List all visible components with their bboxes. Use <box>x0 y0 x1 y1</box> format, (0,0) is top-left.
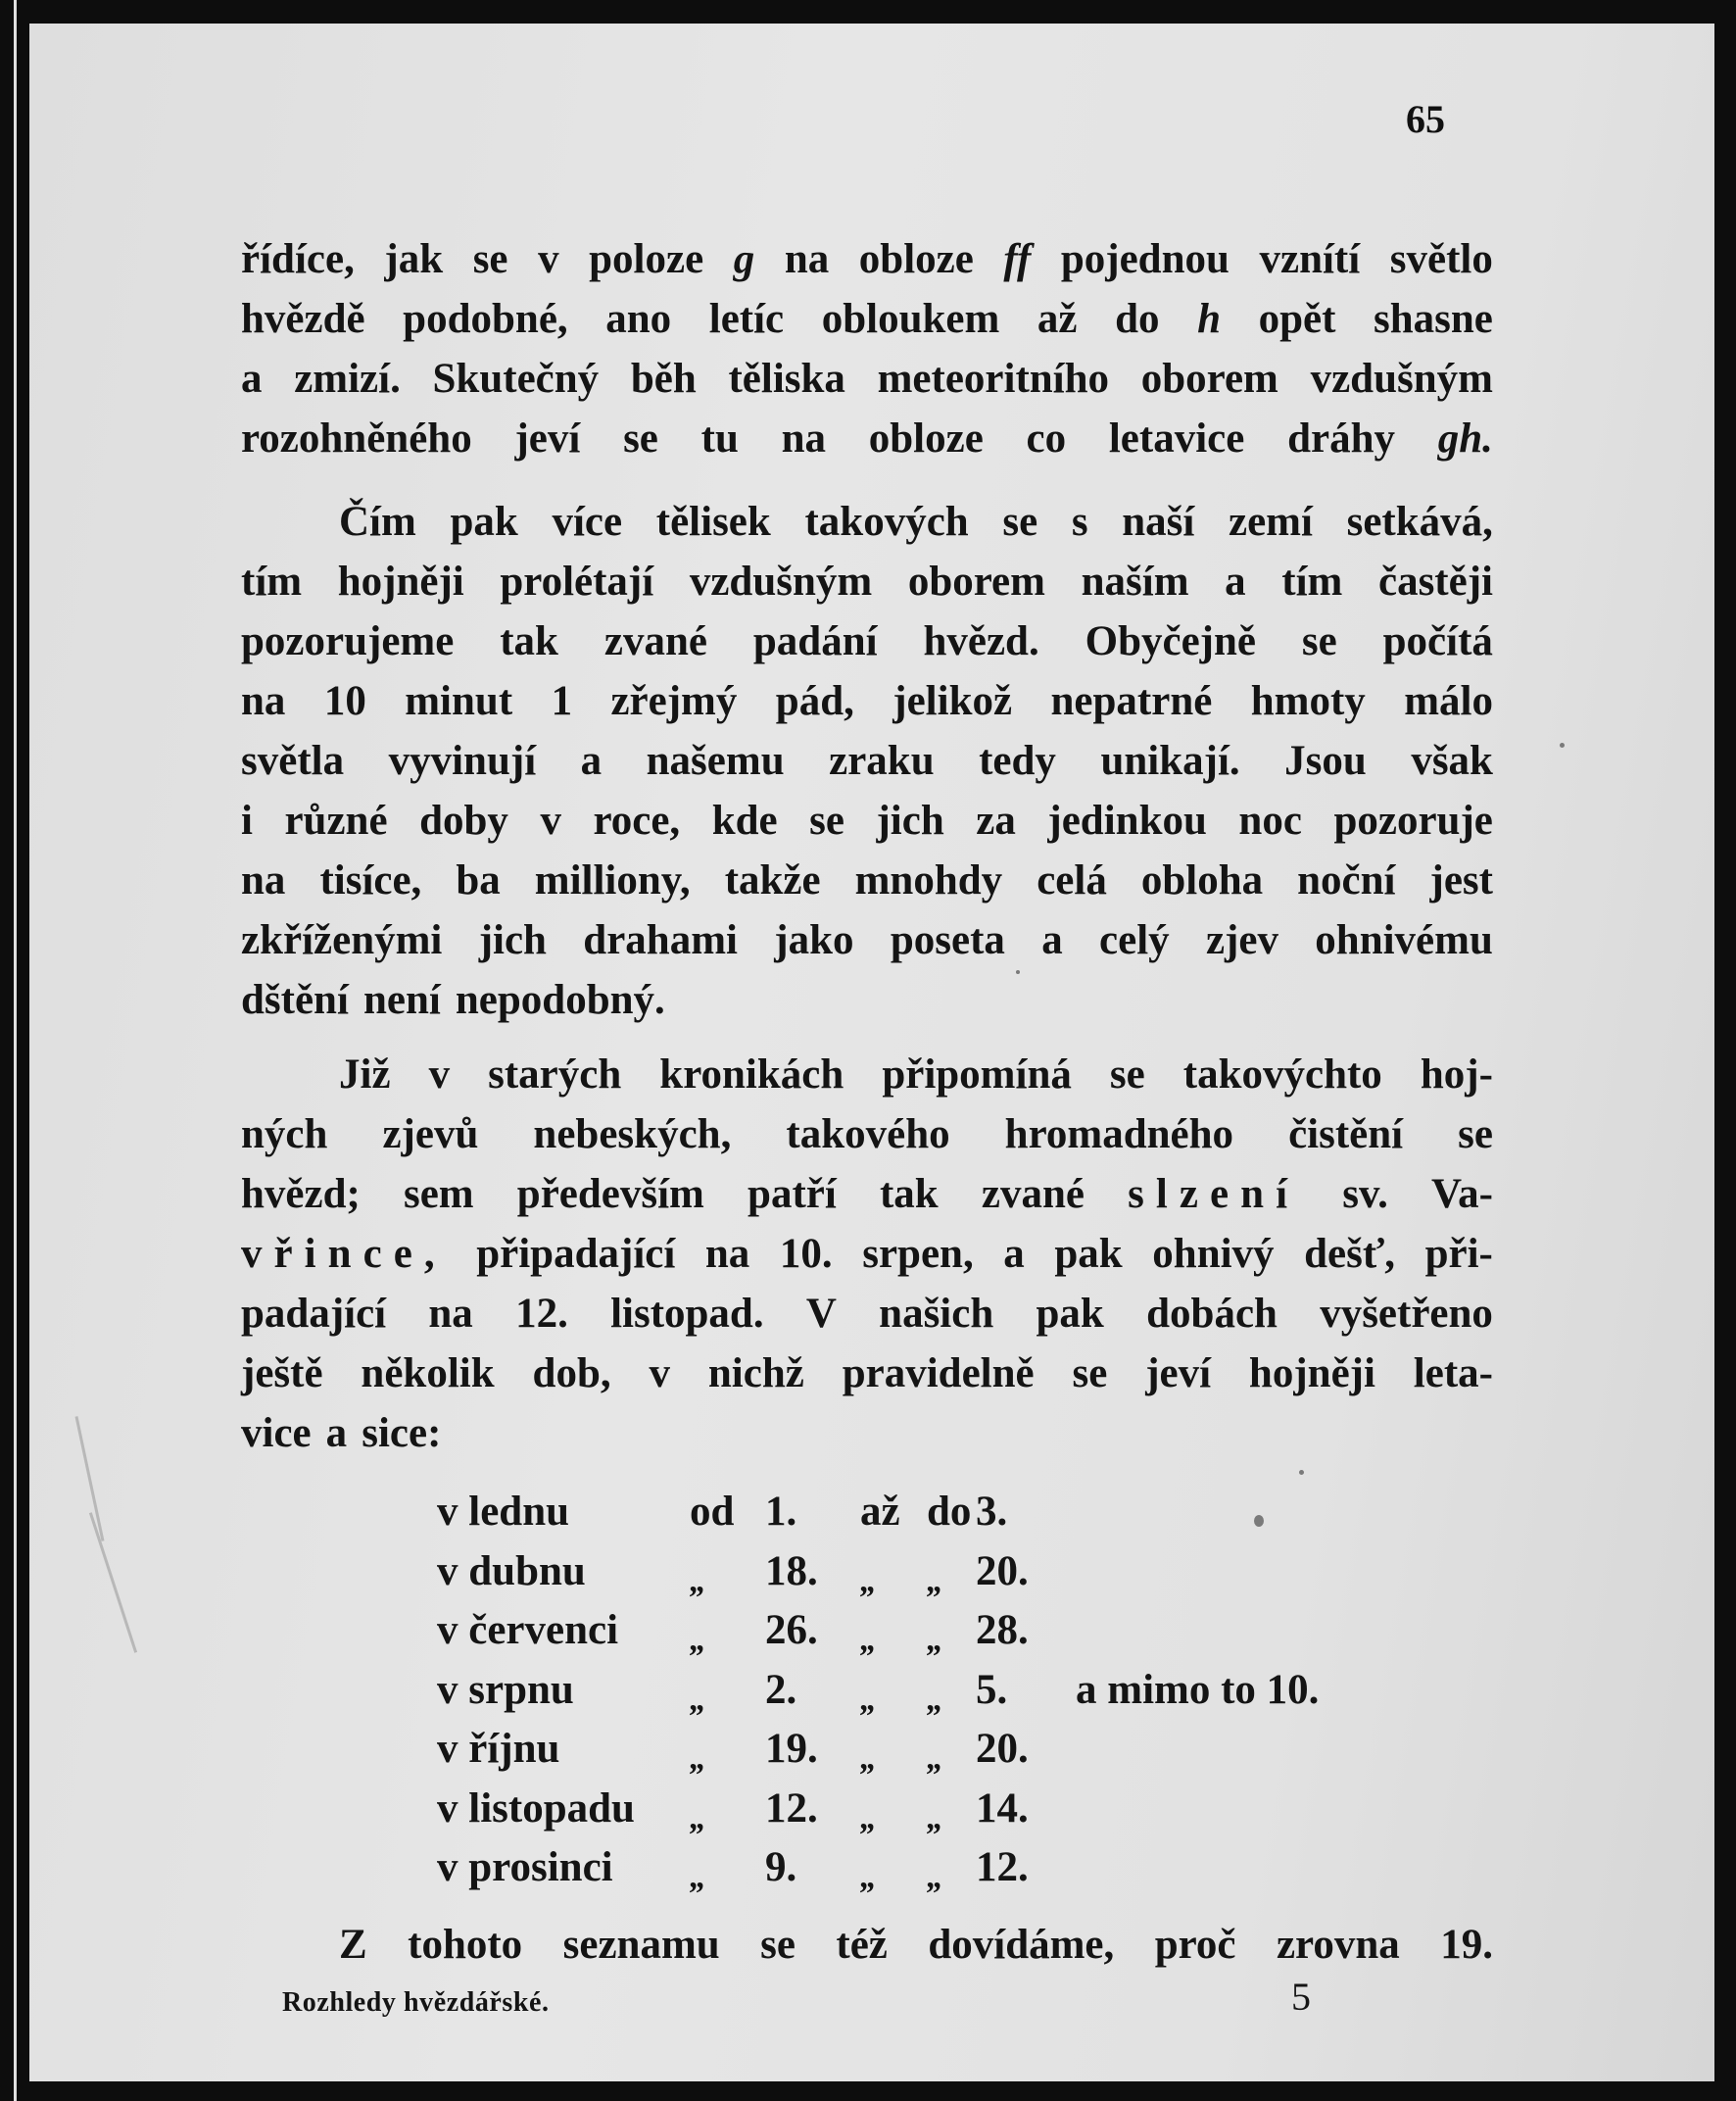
word: a <box>1225 559 1246 605</box>
word: shasne <box>1373 296 1493 342</box>
word: hvězd; <box>241 1171 361 1217</box>
word: pozoruje <box>1333 798 1493 844</box>
table-cell-sep2: „ <box>860 1681 877 1718</box>
word: zmizí. <box>294 356 401 402</box>
word: celá <box>1037 857 1107 904</box>
table-cell-from: 18. <box>765 1547 818 1594</box>
word: zjev <box>1205 917 1278 963</box>
word: 10 <box>323 678 366 724</box>
word: 19. <box>1440 1922 1493 1968</box>
text-line <box>339 1915 1493 1975</box>
word: zřejmý <box>610 678 738 724</box>
word: do <box>1115 296 1160 342</box>
word: minut <box>405 678 513 724</box>
word: ještě <box>241 1350 323 1396</box>
table-cell-sep2: „ <box>860 1622 877 1658</box>
word: i <box>241 798 253 844</box>
word: jich <box>876 798 944 844</box>
word: leta- <box>1413 1350 1493 1396</box>
word: v <box>649 1350 670 1396</box>
word: patří <box>747 1171 837 1217</box>
word: se <box>472 236 508 282</box>
word: podobné, <box>403 296 568 342</box>
table-cell-from: 9. <box>765 1844 797 1890</box>
word: různé <box>284 798 388 844</box>
table-cell-sep3: „ <box>927 1562 943 1599</box>
table-cell-month: v listopadu <box>437 1784 635 1832</box>
table-cell-sep2: „ <box>860 1859 877 1895</box>
word: světlo <box>1389 236 1493 282</box>
table-cell-month: v říjnu <box>437 1726 560 1772</box>
word: našich <box>879 1291 994 1337</box>
word: počítá <box>1382 618 1493 664</box>
word: vznítí <box>1259 236 1361 282</box>
text-line <box>241 1344 1493 1403</box>
word: se <box>809 798 844 844</box>
word: proč <box>1154 1922 1236 1968</box>
word: zvané <box>981 1171 1085 1217</box>
word: hojněji <box>337 559 464 605</box>
word: se <box>1072 1350 1108 1396</box>
text-line <box>241 289 1493 349</box>
word: se <box>623 415 658 462</box>
specks <box>1560 743 1565 748</box>
text-line <box>241 552 1493 611</box>
word: na <box>704 1231 750 1277</box>
word: letavice <box>1108 415 1245 462</box>
word: jeví <box>514 415 581 462</box>
word: zvané <box>603 618 707 664</box>
word: milliony, <box>534 857 691 904</box>
text-line <box>241 731 1493 791</box>
table-cell-sep1: „ <box>690 1681 706 1718</box>
specks <box>1299 1470 1304 1475</box>
table-cell-sep1: „ <box>690 1562 706 1599</box>
word: oborem <box>1140 356 1278 402</box>
table-cell-month: v červenci <box>437 1607 619 1653</box>
word: poloze <box>589 236 704 282</box>
word: jich <box>478 917 547 963</box>
word: g <box>733 236 755 282</box>
word: noc <box>1238 798 1302 844</box>
word: vice <box>241 1410 312 1456</box>
table-cell-from: 12. <box>765 1784 818 1832</box>
word: Čím <box>339 499 416 545</box>
text-line <box>241 1224 1493 1284</box>
word: letíc <box>708 296 785 342</box>
word: pravidelně <box>842 1350 1035 1396</box>
word: rozohněného <box>241 415 472 462</box>
word: a <box>580 738 603 784</box>
word: obloze <box>858 236 974 282</box>
word: mnohdy <box>854 857 1003 904</box>
word: jak <box>384 236 444 282</box>
word: na <box>781 415 827 462</box>
word: tak <box>500 618 558 664</box>
word: na <box>241 678 286 724</box>
word: vyvinují <box>388 738 537 784</box>
word: Skutečný <box>432 356 600 402</box>
table-cell-sep3: „ <box>927 1681 943 1718</box>
word: málo <box>1404 678 1493 724</box>
word: pak <box>450 499 518 545</box>
word: na <box>241 857 286 904</box>
table-cell-sep1: od <box>690 1489 735 1535</box>
word: ohnivému <box>1315 917 1493 963</box>
word: Obyčejně <box>1085 618 1256 664</box>
word: čistění <box>1288 1111 1404 1157</box>
table-cell-to: 14. <box>976 1784 1029 1832</box>
word: běh <box>630 356 697 402</box>
word: unikají. <box>1100 738 1240 784</box>
table-cell-sep3: do <box>927 1489 972 1535</box>
table-cell-from: 2. <box>765 1666 797 1713</box>
word: tělisek <box>655 499 771 545</box>
word: hvězd. <box>923 618 1039 664</box>
table-cell-sep1: „ <box>690 1859 706 1895</box>
word: se <box>1002 499 1038 545</box>
word: se <box>1301 618 1337 664</box>
word: připomíná <box>882 1051 1072 1098</box>
word: však <box>1411 738 1493 784</box>
word: nichž <box>707 1350 804 1396</box>
table-cell-sep3: „ <box>927 1859 943 1895</box>
word: pak <box>1036 1291 1104 1337</box>
word: a <box>1003 1231 1025 1277</box>
word: a <box>325 1410 348 1456</box>
word: a <box>1041 917 1063 963</box>
word: V <box>805 1291 837 1337</box>
word: seznamu <box>562 1922 720 1968</box>
word: zjevů <box>382 1111 479 1157</box>
word: se <box>1458 1111 1493 1157</box>
word: 1 <box>551 678 573 724</box>
margin-smudge <box>89 1512 137 1653</box>
table-cell-sep1: „ <box>690 1740 706 1777</box>
text-line <box>241 851 1493 910</box>
table-cell-month: v srpnu <box>437 1666 574 1713</box>
specks <box>1016 970 1020 974</box>
table-cell-month: v prosinci <box>437 1844 613 1890</box>
text-line <box>241 229 1493 289</box>
word: sv. <box>1342 1171 1388 1217</box>
word: co <box>1026 415 1067 462</box>
word: tím <box>1281 559 1343 605</box>
word: takovýchto <box>1182 1051 1382 1098</box>
word: Z <box>339 1922 367 1968</box>
word: padání <box>752 618 878 664</box>
word: celý <box>1099 917 1170 963</box>
word: v <box>428 1051 451 1098</box>
word: prolétají <box>500 559 654 605</box>
table-cell-sep3: „ <box>927 1622 943 1658</box>
word: v <box>540 798 561 844</box>
word: řídíce, <box>241 236 355 282</box>
word: sice: <box>362 1410 442 1456</box>
word: meteoritního <box>877 356 1110 402</box>
word: padající <box>241 1291 387 1337</box>
word: poseta <box>890 917 1005 963</box>
word: pojednou <box>1060 236 1230 282</box>
table-cell-sep2: „ <box>860 1740 877 1777</box>
word: zkříženými <box>241 917 443 963</box>
word: tak <box>879 1171 939 1217</box>
word: ných <box>241 1111 328 1157</box>
word: zraku <box>829 738 935 784</box>
table-cell-to: 20. <box>976 1547 1029 1594</box>
word: ohnivý <box>1152 1231 1275 1277</box>
word: ano <box>605 296 672 342</box>
text-line <box>241 970 1493 1030</box>
table-cell-from: 26. <box>765 1607 818 1653</box>
word: tu <box>700 415 739 462</box>
word: ba <box>456 857 501 904</box>
word: není <box>362 977 441 1023</box>
word: srpen, <box>862 1231 974 1277</box>
table-cell-month: v lednu <box>437 1489 570 1535</box>
text-line <box>241 409 1493 468</box>
word: oborem <box>907 559 1045 605</box>
word: dobách <box>1146 1291 1278 1337</box>
word: našemu <box>646 738 785 784</box>
word: hvězdě <box>241 296 365 342</box>
word: se <box>1109 1051 1145 1098</box>
word: kronikách <box>659 1051 844 1098</box>
word: jest <box>1429 857 1493 904</box>
text-line <box>241 349 1493 409</box>
word: drahami <box>583 917 738 963</box>
word: hmoty <box>1250 678 1366 724</box>
table-cell-sep3: „ <box>927 1799 943 1836</box>
word: Va- <box>1431 1171 1493 1217</box>
word: s <box>1071 499 1088 545</box>
word: pád, <box>775 678 854 724</box>
footer-title: Rozhledy hvězdářské. <box>282 1987 550 2018</box>
word: vzdušným <box>1310 356 1493 402</box>
text-line <box>241 910 1493 970</box>
text-line <box>339 492 1493 552</box>
margin-smudge <box>75 1416 105 1541</box>
word: takže <box>724 857 821 904</box>
word: tohoto <box>408 1922 523 1968</box>
word: setkává, <box>1346 499 1493 545</box>
word: především <box>516 1171 704 1217</box>
text-line <box>241 1284 1493 1344</box>
word: naším <box>1081 559 1189 605</box>
text-line <box>241 1104 1493 1164</box>
word: dráhy <box>1287 415 1395 462</box>
word: vřince, <box>241 1231 447 1277</box>
table-cell-month: v dubnu <box>437 1547 586 1594</box>
word: těliska <box>728 356 845 402</box>
word: 12. <box>515 1291 568 1337</box>
text-line <box>241 1164 1493 1224</box>
word: na <box>784 236 830 282</box>
word: opět <box>1258 296 1336 342</box>
word: nebeských, <box>533 1111 732 1157</box>
word: listopad. <box>610 1291 764 1337</box>
word: sem <box>403 1171 474 1217</box>
word: zrovna <box>1276 1922 1400 1968</box>
word: častěji <box>1377 559 1493 605</box>
table-cell-extra: a mimo to 10. <box>1076 1666 1320 1713</box>
table-cell-from: 19. <box>765 1726 818 1772</box>
table-cell-sep2: „ <box>860 1799 877 1836</box>
table-cell-sep2: „ <box>860 1562 877 1599</box>
table-cell-sep3: „ <box>927 1740 943 1777</box>
page-edge <box>14 0 17 2101</box>
signature-mark: 5 <box>1291 1975 1311 2019</box>
word: dštění <box>241 977 349 1023</box>
table-cell-sep1: „ <box>690 1799 706 1836</box>
word: a <box>241 356 263 402</box>
text-line <box>241 1403 1493 1463</box>
word: připadající <box>476 1231 676 1277</box>
word: Již <box>339 1051 391 1098</box>
word: obloze <box>868 415 984 462</box>
word: noční <box>1297 857 1396 904</box>
word: tedy <box>979 738 1056 784</box>
word: slzení <box>1128 1171 1300 1217</box>
word: roce, <box>593 798 681 844</box>
word: ff <box>1003 236 1032 282</box>
word: h <box>1197 296 1221 342</box>
word: tisíce, <box>319 857 422 904</box>
table-cell-sep2: až <box>860 1489 900 1535</box>
word: Jsou <box>1284 738 1367 784</box>
table-cell-to: 20. <box>976 1726 1029 1772</box>
word: jelikož <box>892 678 1013 724</box>
text-line <box>339 1045 1493 1104</box>
text-line <box>241 611 1493 671</box>
word: obloukem <box>821 296 1000 342</box>
word: kde <box>711 798 778 844</box>
page-number: 65 <box>1406 97 1445 141</box>
word: na <box>428 1291 473 1337</box>
word: dovídáme, <box>928 1922 1115 1968</box>
table-cell-from: 1. <box>765 1489 797 1535</box>
word: vyšetřeno <box>1320 1291 1493 1337</box>
word: dob, <box>532 1350 611 1396</box>
word: tím <box>241 559 303 605</box>
text-line <box>241 791 1493 851</box>
word: doby <box>419 798 508 844</box>
text-line <box>241 671 1493 731</box>
word: nepodobný. <box>455 977 665 1023</box>
word: naší <box>1122 499 1195 545</box>
table-cell-to: 5. <box>976 1666 1008 1713</box>
word: více <box>552 499 623 545</box>
word: zemí <box>1229 499 1313 545</box>
table-cell-to: 28. <box>976 1607 1029 1653</box>
table-cell-to: 12. <box>976 1844 1029 1890</box>
word: několik <box>361 1350 495 1396</box>
table-cell-to: 3. <box>976 1489 1008 1535</box>
word: pozorujeme <box>241 618 455 664</box>
word: gh. <box>1437 415 1493 462</box>
word: obloha <box>1140 857 1264 904</box>
word: 10. <box>779 1231 833 1277</box>
word: takových <box>804 499 969 545</box>
word: v <box>538 236 559 282</box>
word: jeví <box>1145 1350 1212 1396</box>
word: hojněji <box>1248 1350 1375 1396</box>
word: takového <box>786 1111 950 1157</box>
word: jedinkou <box>1047 798 1207 844</box>
word: též <box>836 1922 888 1968</box>
book-page <box>29 24 1714 2081</box>
word: se <box>760 1922 796 1968</box>
specks <box>1254 1515 1264 1527</box>
word: vzdušným <box>689 559 873 605</box>
word: hoj- <box>1420 1051 1493 1098</box>
table-cell-sep1: „ <box>690 1622 706 1658</box>
word: světla <box>241 738 345 784</box>
word: nepatrné <box>1050 678 1213 724</box>
word: starých <box>488 1051 622 1098</box>
word: hromadného <box>1004 1111 1234 1157</box>
word: jako <box>774 917 854 963</box>
word: pak <box>1054 1231 1123 1277</box>
word: až <box>1037 296 1078 342</box>
word: za <box>976 798 1016 844</box>
word: dešť, <box>1304 1231 1396 1277</box>
word: při- <box>1424 1231 1493 1277</box>
